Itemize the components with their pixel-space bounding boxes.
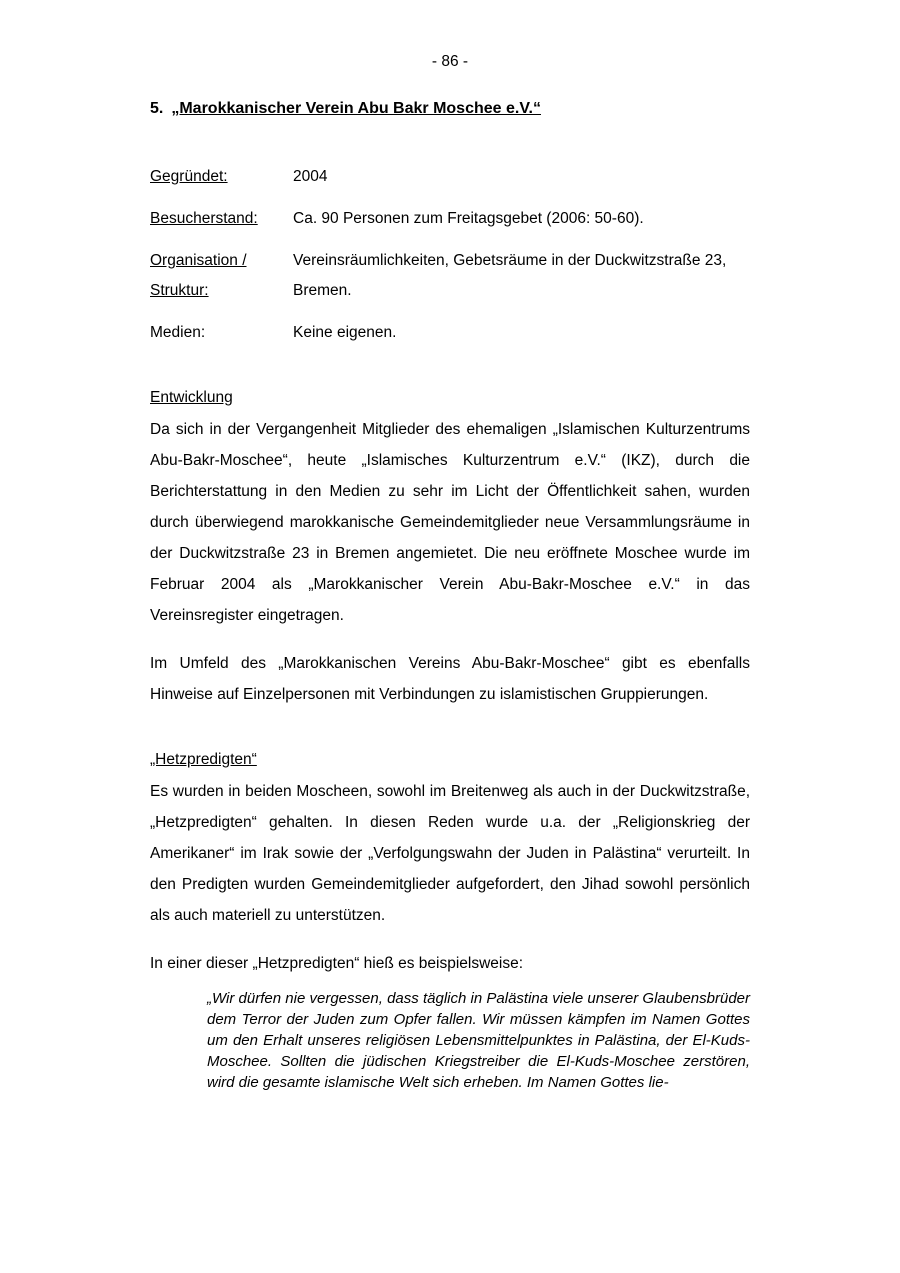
paragraph-entwicklung-1: Da sich in der Vergangenheit Mitglieder des ehemaligen „Islamischen Kulturzentrums Abu-Bakr-Moschee“, heute „Islamisches Kulturzentrum e.V.“ (IKZ), durch die Berichterstattung in den Medien zu sehr im Licht der Öffentlichkeit sahen, wurden durch überwiegend marokkanische Gemeindemitglieder neue Versammlungsräume in der Duckwitzstraße 23 in Bremen angemietet. Die neu eröffnete Moschee wurde im Februar 2004 als „Marokkanischer Verein Abu-Bakr-Moschee e.V.“ in das Vereinsregister eingetragen. — [150, 421, 750, 624]
fact-value-medien: Keine eigenen. — [293, 324, 397, 341]
paragraph-entwicklung-2: Im Umfeld des „Marokkanischen Vereins Abu-Bakr-Moschee“ gibt es ebenfalls Hinweise auf Einzelpersonen mit Verbindungen zu islamistischen Gruppierungen. — [150, 655, 750, 703]
fact-label-besucherstand: Besucherstand: — [150, 210, 258, 227]
fact-row-organisation — [150, 246, 750, 306]
section-title: „Marokkanischer Verein Abu Bakr Moschee e.V.“ — [171, 100, 541, 117]
subheading-entwicklung: Entwicklung — [150, 389, 233, 406]
quote-intro: In einer dieser „Hetzpredigten“ hieß es beispielsweise: — [150, 955, 524, 972]
fact-row-gegruendet — [150, 162, 750, 192]
fact-label-organisation: Organisation / Struktur: — [150, 252, 247, 299]
fact-row-medien — [150, 318, 750, 348]
page-number: - 86 - — [431, 53, 469, 70]
section-number: 5. — [150, 100, 164, 117]
fact-value-organisation: Vereinsräumlichkeiten, Gebetsräume in der Duckwitzstraße 23, Bremen. — [293, 252, 727, 299]
blockquote-hetzpredigt: „Wir dürfen nie vergessen, dass täglich in Palästina viele unserer Glaubensbrüder dem Terror der Juden zum Opfer fallen. Wir müssen kämpfen im Namen Gottes um den Erhalt unseres religiösen Lebensmittelpunktes in Palästina, der El-Kuds-Moschee. Sollten die jüdischen Kriegstreiber die El-Kuds-Moschee zerstören, wird die gesamte islamische Welt sich erheben. Im Namen Gottes lie- — [207, 990, 750, 1091]
paragraph-hetzpredigten: Es wurden in beiden Moscheen, sowohl im Breitenweg als auch in der Duckwitzstraße, „Hetzpredigten“ gehalten. In diesen Reden wurde u.a. der „Religionskrieg der Amerikaner“ im Irak sowie der „Verfolgungswahn der Juden in Palästina“ verurteilt. In den Predigten wurden Gemeindemitglieder aufgefordert, den Jihad sowohl persönlich als auch materiell zu unterstützen. — [150, 783, 750, 924]
facts-table — [150, 162, 750, 348]
fact-row-besucherstand — [150, 204, 750, 234]
section-heading — [150, 98, 750, 120]
fact-value-besucherstand: Ca. 90 Personen zum Freitagsgebet (2006: 50-60). — [293, 210, 644, 227]
subheading-hetzpredigten: „Hetzpredigten“ — [150, 751, 257, 768]
fact-label-gegruendet: Gegründet: — [150, 168, 228, 185]
fact-label-medien: Medien: — [150, 324, 206, 341]
fact-value-gegruendet: 2004 — [293, 168, 328, 185]
